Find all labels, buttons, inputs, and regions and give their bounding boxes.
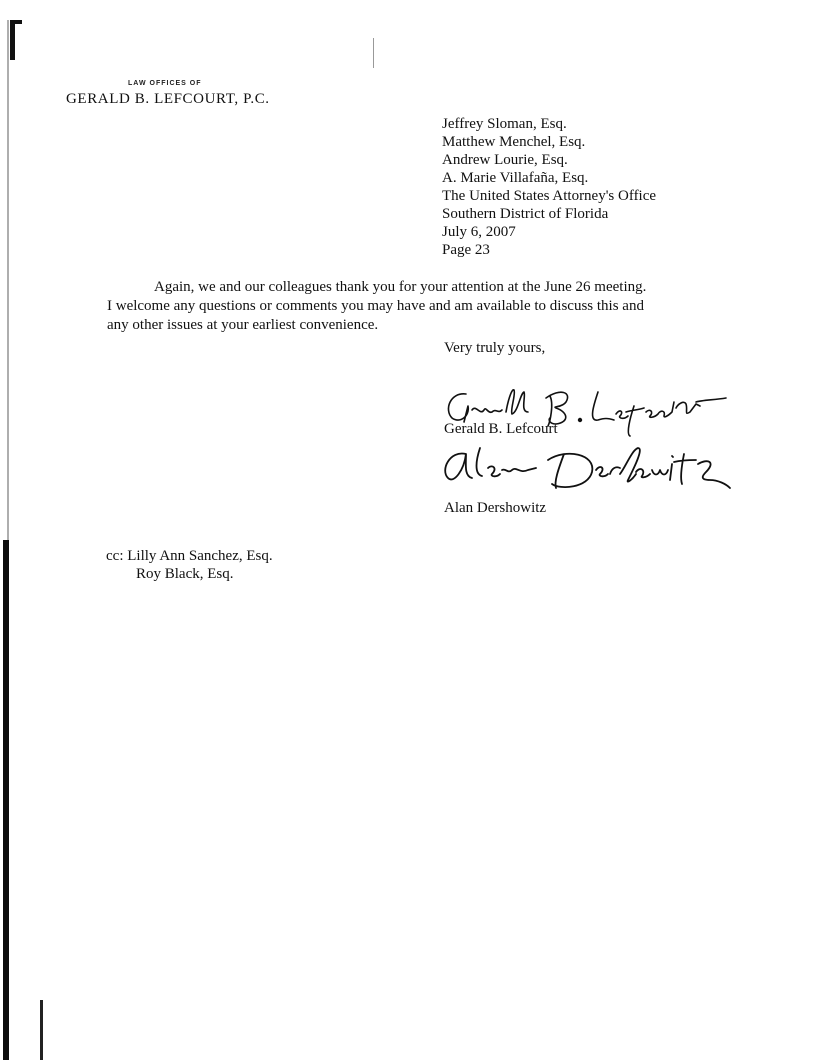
addressee-line: The United States Attorney's Office [442, 188, 657, 204]
signature-dershowitz [436, 440, 736, 500]
body-line: any other issues at your earliest convenience. [107, 317, 379, 333]
body-line: Again, we and our colleagues thank you for your attention at the June 26 meeting. [154, 279, 647, 295]
scan-binding-mark [40, 1000, 43, 1060]
scan-corner-artifact-horizontal [10, 20, 22, 24]
closing-salutation: Very truly yours, [444, 340, 546, 356]
cc-line: cc: Lilly Ann Sanchez, Esq. [106, 548, 273, 564]
addressee-line: Southern District of Florida [442, 206, 609, 222]
addressee-line: A. Marie Villafaña, Esq. [442, 170, 589, 186]
letterhead-firm-name: GERALD B. LEFCOURT, P.C. [66, 91, 270, 107]
addressee-line: Jeffrey Sloman, Esq. [442, 116, 567, 132]
scan-corner-artifact [10, 20, 15, 60]
signatory-name: Alan Dershowitz [444, 500, 547, 516]
letter-date: July 6, 2007 [442, 224, 516, 240]
scan-fold-mark [373, 38, 374, 68]
cc-line: Roy Black, Esq. [136, 566, 234, 582]
signatory-name: Gerald B. Lefcourt [444, 421, 558, 437]
letterhead-pretitle: LAW OFFICES OF [128, 80, 202, 87]
page-number: Page 23 [442, 242, 490, 258]
scan-binding-bar [3, 540, 9, 1060]
body-paragraph [107, 278, 685, 335]
addressee-block [442, 115, 656, 259]
addressee-line: Matthew Menchel, Esq. [442, 134, 586, 150]
addressee-line: Andrew Lourie, Esq. [442, 152, 568, 168]
body-line: I welcome any questions or comments you may have and am available to discuss this and [107, 298, 644, 314]
cc-block [106, 547, 273, 583]
